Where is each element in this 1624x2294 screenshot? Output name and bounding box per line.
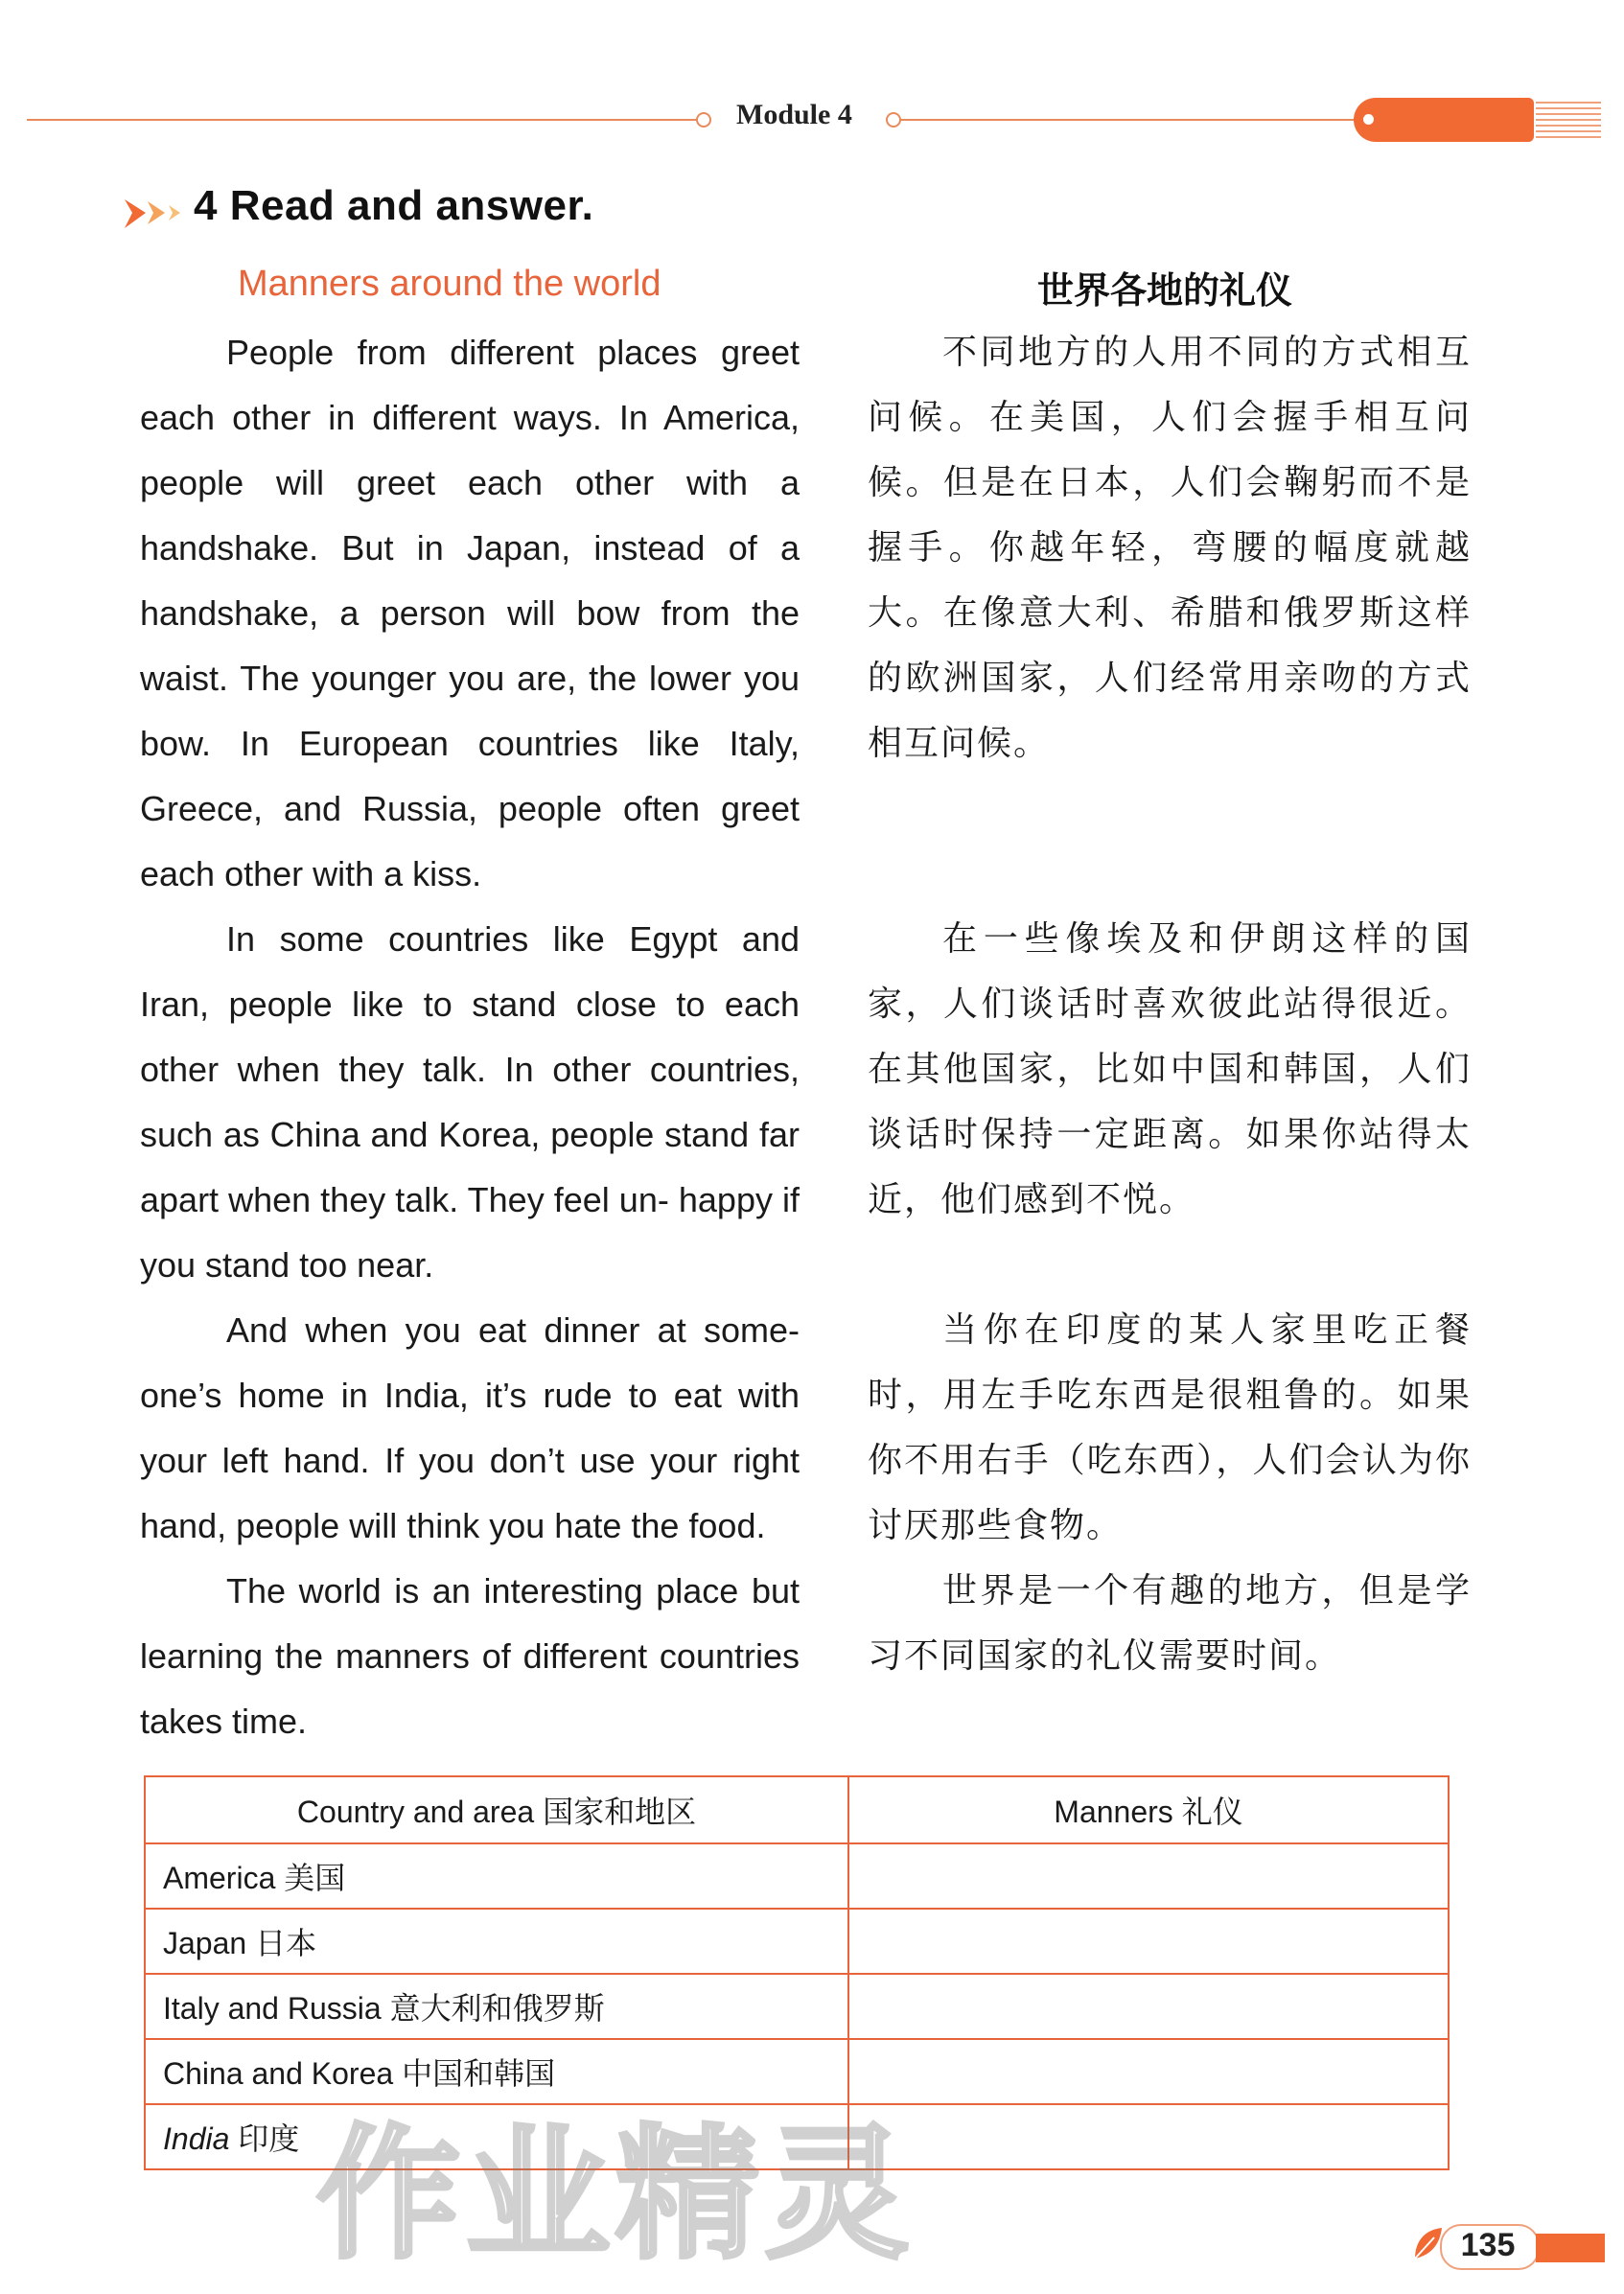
country-cell — [145, 1909, 848, 1974]
header-tab-dot — [1363, 114, 1374, 125]
table-header-row — [145, 1776, 1449, 1843]
header-manners-en: Manners — [1054, 1795, 1173, 1829]
country-cn: 意大利和俄罗斯 — [389, 1990, 605, 2027]
paragraph-en-3: And when you eat dinner at some- one’s home in India, it’s rude to eat with your left hand. If you don’t use your right hand, people will think you hate the food. — [140, 1310, 800, 1545]
passage-title-en: Manners around the world — [238, 264, 661, 304]
country-cn: 印度 — [238, 2120, 300, 2157]
country-en: Japan — [163, 1926, 247, 1960]
country-cell — [145, 1974, 848, 2039]
country-cell — [145, 1843, 848, 1909]
country-en: India — [163, 2121, 230, 2156]
footer-bar — [1536, 2234, 1605, 2262]
header-rule-left — [27, 119, 708, 121]
country-cn: 美国 — [284, 1860, 346, 1896]
manners-answer-cell[interactable] — [848, 2039, 1449, 2104]
country-cn: 中国和韩国 — [402, 2055, 556, 2092]
country-en: Italy and Russia — [163, 1991, 382, 2026]
paragraph-en-1: People from different places greet each other in different ways. In America, people will greet each other with a handshake. But in Japan, instead of a handshake, a person will bow from the waist. The younger you are, the lower you bow. In European countries like Italy, Greece, and Russia, people often greet each other with a kiss. — [140, 333, 800, 893]
header-country-cn: 国家和地区 — [543, 1794, 697, 1830]
watermark: 作业精灵 — [316, 2112, 916, 2279]
double-arrow-icon — [125, 196, 192, 230]
manners-answer-cell[interactable] — [848, 2104, 1449, 2169]
header-rule-right — [899, 119, 1356, 121]
paragraph-en-2: In some countries like Egypt and Iran, people like to stand close to each other when they talk. In other countries, such as China and Korea, people stand far apart when they talk. They feel un- happy if you stand too near. — [140, 919, 800, 1285]
paragraph-cn-1: 不同地方的人用不同的方式相互问候。在美国，人们会握手相互问候。但是在日本，人们会鞠躬而不是握手。你越年轻，弯腰的幅度就越大。在像意大利、希腊和俄罗斯这样的欧洲国家，人们经常用亲吻的方式相互问候。 — [868, 333, 1472, 763]
manners-answer-cell[interactable] — [848, 1843, 1449, 1909]
page-number: 135 — [1460, 2227, 1516, 2263]
module-label: Module 4 — [736, 99, 852, 130]
country-cn: 日本 — [255, 1925, 317, 1961]
header-rule-dot-left — [696, 112, 711, 127]
table-row — [145, 1843, 1449, 1909]
paragraph-en-4: The world is an interesting place but learning the manners of different countries takes time. — [140, 1571, 800, 1741]
header-manners — [848, 1776, 1449, 1843]
paragraph-cn-2: 在一些像埃及和伊朗这样的国家，人们谈话时喜欢彼此站得很近。在其他国家，比如中国和韩国，人们谈话时保持一定距离。如果你站得太近，他们感到不悦。 — [868, 919, 1472, 1219]
manners-answer-cell[interactable] — [848, 1974, 1449, 2039]
table-row — [145, 1909, 1449, 1974]
passage-title-cn: 世界各地的礼仪 — [1037, 269, 1293, 312]
country-en: China and Korea — [163, 2056, 394, 2091]
table-row — [145, 1974, 1449, 2039]
country-en: America — [163, 1861, 276, 1895]
section-title: 4 Read and answer. — [194, 182, 594, 229]
paragraph-cn-4: 世界是一个有趣的地方，但是学习不同国家的礼仪需要时间。 — [868, 1571, 1472, 1676]
header-country-en: Country and area — [296, 1795, 535, 1829]
header-tab — [1354, 98, 1534, 142]
header-manners-cn: 礼仪 — [1181, 1794, 1243, 1830]
header-country — [145, 1776, 848, 1843]
manners-answer-cell[interactable] — [848, 1909, 1449, 1974]
paragraph-cn-3: 当你在印度的某人家里吃正餐时，用左手吃东西是很粗鲁的。如果你不用右手（吃东西），人们会认为你讨厌那些食物。 — [868, 1310, 1472, 1545]
header-stripes — [1536, 102, 1601, 138]
